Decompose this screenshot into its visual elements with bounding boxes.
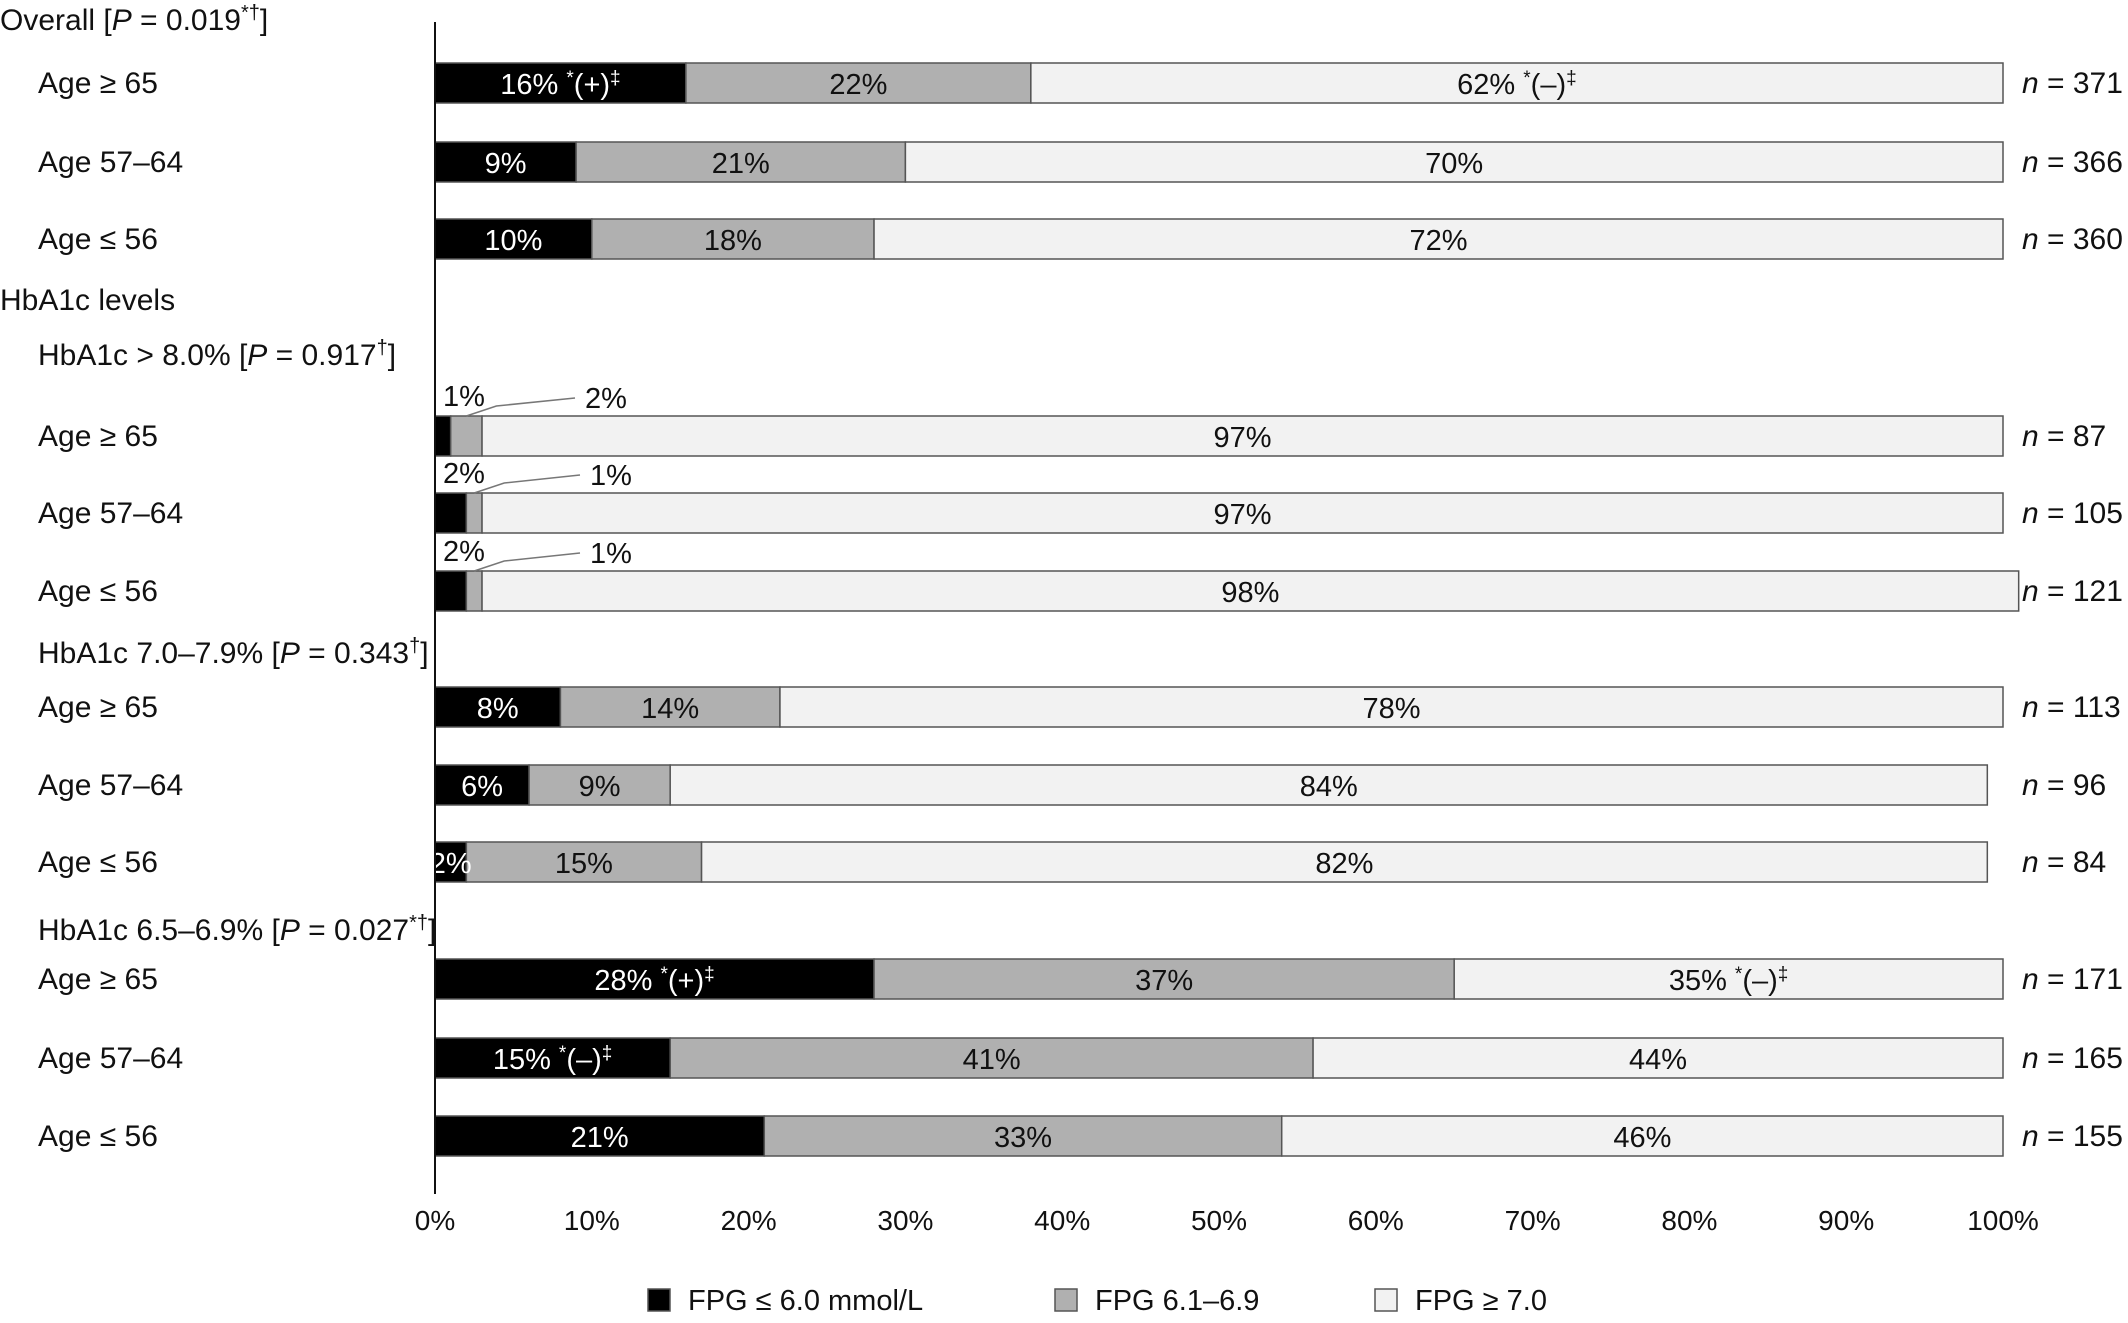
segment-label: 72% [1409, 225, 1468, 257]
bar-segment-low [435, 416, 451, 456]
segment-label: 2% [443, 458, 485, 490]
row-label: Age ≥ 65 [38, 963, 158, 996]
row-label: Age 57–64 [38, 1042, 184, 1075]
segment-label: 15% *(–)‡ [492, 1042, 613, 1076]
bar-row [38, 959, 2123, 999]
row-n-label: n = 105 [2022, 497, 2123, 530]
bar-segment-low [435, 571, 466, 611]
segment-label: 33% [993, 1122, 1053, 1154]
segment-label: 21% [570, 1122, 629, 1154]
segment-label: 2% [443, 536, 485, 568]
segment-label: 18% [703, 225, 762, 257]
row-n-label: n = 121 [2022, 575, 2123, 608]
legend-label: FPG 6.1–6.9 [1095, 1285, 1260, 1317]
segment-label: 35% *(–)‡ [1668, 963, 1789, 997]
bar-row [38, 142, 2123, 182]
row-label: Age 57–64 [38, 497, 184, 530]
x-tick-label: 50% [1190, 1205, 1248, 1236]
row-label: Age ≥ 65 [38, 420, 158, 453]
segment-label: 97% [1213, 422, 1272, 454]
bar-row [38, 381, 2106, 456]
x-tick-label: 70% [1504, 1205, 1561, 1236]
row-n-label: n = 366 [2022, 146, 2123, 179]
bar-segment-low [435, 493, 466, 533]
segment-label: 22% [829, 69, 888, 101]
bar-segment-mid [466, 571, 482, 611]
segment-label: 97% [1213, 499, 1272, 531]
segment-label: 21% [711, 148, 770, 180]
segment-label: 15% [554, 848, 613, 880]
segment-label: 9% [484, 148, 527, 180]
x-tick-label: 0% [414, 1205, 456, 1236]
legend-label: FPG ≤ 6.0 mmol/L [688, 1285, 924, 1317]
legend-swatch [1055, 1289, 1077, 1311]
row-label: Age ≤ 56 [38, 1120, 158, 1153]
row-label: Age ≤ 56 [38, 575, 158, 608]
row-n-label: n = 371 [2022, 67, 2123, 100]
row-n-label: n = 165 [2022, 1042, 2123, 1075]
x-tick-label: 100% [1967, 1205, 2039, 1236]
bar-row [38, 536, 2123, 611]
segment-label: 44% [1629, 1044, 1688, 1076]
row-n-label: n = 96 [2022, 769, 2107, 802]
row-label: Age 57–64 [38, 146, 184, 179]
segment-label: 98% [1221, 577, 1280, 609]
bar-row [38, 1038, 2123, 1078]
row-label: Age ≤ 56 [38, 223, 158, 256]
group-header-hba1c-65: HbA1c 6.5–6.9% [P = 0.027*†] [38, 912, 437, 947]
segment-label: 41% [962, 1044, 1021, 1076]
segment-label: 9% [578, 771, 621, 803]
segment-label: 14% [641, 693, 700, 725]
bar-row [38, 63, 2123, 103]
bar-segment-mid [451, 416, 482, 456]
row-label: Age ≥ 65 [38, 691, 158, 724]
x-tick-label: 90% [1818, 1205, 1875, 1236]
segment-label: 78% [1362, 693, 1421, 725]
x-tick-label: 40% [1034, 1205, 1091, 1236]
segment-label: 70% [1425, 148, 1484, 180]
bar-row [38, 687, 2121, 727]
segment-label: 6% [461, 771, 504, 803]
x-tick-label: 30% [877, 1205, 934, 1236]
x-tick-label: 10% [563, 1205, 620, 1236]
bar-row [38, 1116, 2123, 1156]
legend-item [1375, 1285, 1547, 1317]
group-header-hba1c-7: HbA1c 7.0–7.9% [P = 0.343†] [38, 635, 429, 670]
row-label: Age ≥ 65 [38, 67, 158, 100]
row-label: Age ≤ 56 [38, 846, 158, 879]
callout-leader-line [474, 475, 580, 493]
bar-row [38, 842, 2106, 882]
x-tick-label: 60% [1347, 1205, 1404, 1236]
segment-label: 1% [590, 460, 632, 492]
segment-label: 46% [1613, 1122, 1672, 1154]
legend-item [648, 1285, 923, 1317]
bar-row [38, 458, 2123, 533]
row-n-label: n = 360 [2022, 223, 2123, 256]
segment-label: 37% [1135, 965, 1194, 997]
row-n-label: n = 87 [2022, 420, 2107, 453]
segment-label: 84% [1299, 771, 1358, 803]
segment-label: 1% [590, 538, 632, 570]
x-tick-label: 20% [720, 1205, 777, 1236]
segment-label: 2% [585, 383, 627, 415]
segment-label: 2% [429, 848, 472, 880]
legend-swatch [648, 1289, 670, 1311]
callout-leader-line [474, 553, 580, 571]
segment-label: 1% [443, 381, 485, 413]
segment-label: 8% [476, 693, 519, 725]
group-header-hba1c-gt8: HbA1c > 8.0% [P = 0.917†] [38, 337, 397, 372]
segment-label: 16% *(+)‡ [500, 67, 621, 101]
row-n-label: n = 171 [2022, 963, 2123, 996]
legend-label: FPG ≥ 7.0 [1415, 1285, 1547, 1317]
segment-label: 10% [484, 225, 543, 257]
row-label: Age 57–64 [38, 769, 184, 802]
group-header-overall: Overall [P = 0.019*†] [0, 2, 269, 37]
row-n-label: n = 84 [2022, 846, 2107, 879]
bar-row [38, 219, 2123, 259]
x-tick-label: 80% [1661, 1205, 1718, 1236]
row-n-label: n = 155 [2022, 1120, 2123, 1153]
row-n-label: n = 113 [2022, 691, 2121, 724]
segment-label: 82% [1315, 848, 1374, 880]
legend-item [1055, 1285, 1259, 1317]
section-title-hba1c: HbA1c levels [0, 284, 176, 317]
bar-segment-mid [466, 493, 482, 533]
legend-swatch [1375, 1289, 1397, 1311]
segment-label: 62% *(–)‡ [1457, 67, 1577, 101]
bar-row [38, 765, 2106, 805]
segment-label: 28% *(+)‡ [594, 963, 715, 997]
